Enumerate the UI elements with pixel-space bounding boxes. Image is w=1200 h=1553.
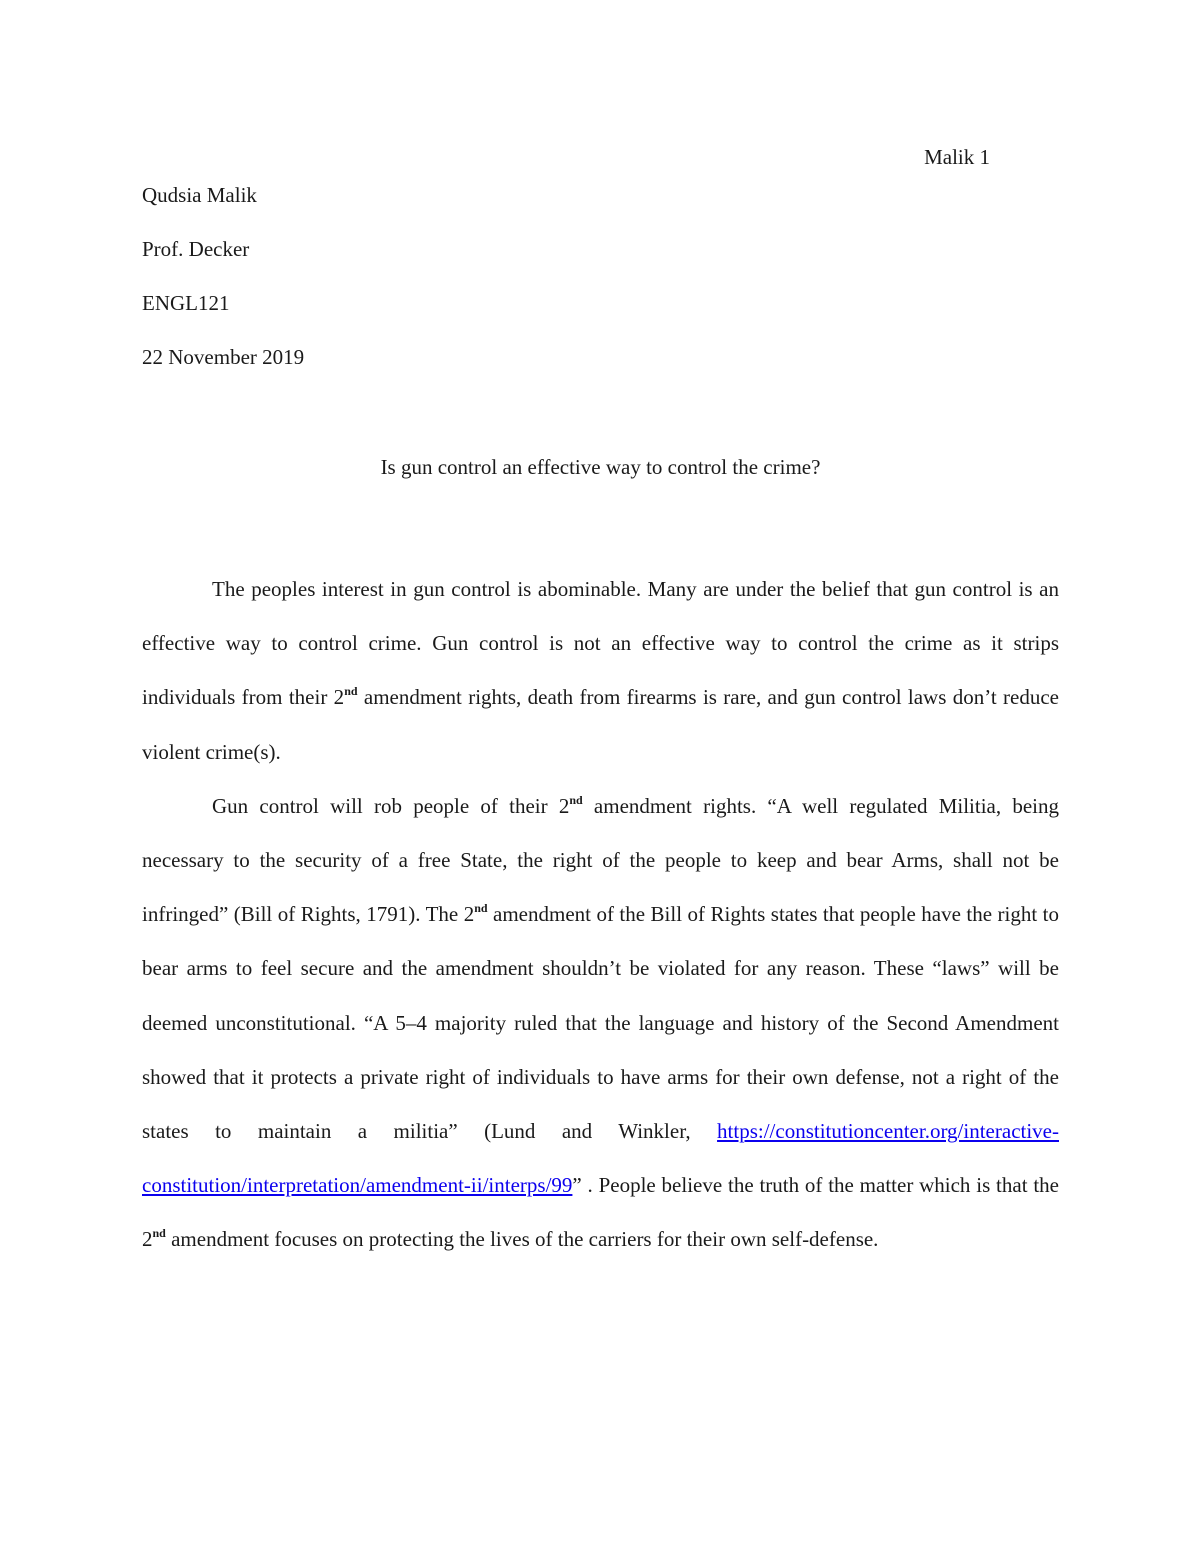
paragraph-2: Gun control will rob people of their 2nd amendment rights. “A well regulated Militia, being necessary to the security of a free State, the right of the people to keep and bear Arms, shall not be infringed” (Bill of Rights, 1791). The 2nd amendment of the Bill of Rights states that people have the right to bear arms to feel secure and the amendment shouldn’t be violated for any reason. These “laws” will be deemed unconstitutional. “A 5–4 majority ruled that the language and history of the Second Amendment showed that it protects a private right of individuals to have arms for their own defense, not a right of the states to maintain a militia” (Lund and Winkler, https://constitutioncenter.org/interactive-constitution/interpretation/amendment-ii/interps/99” . People believe the truth of the matter which is that the 2nd amendment focuses on protecting the lives of the carriers for their own self-defense.: [142, 792, 1060, 1252]
citation-link[interactable]: https://constitutioncenter.org/interactive-constitution/interpretation/amendment-ii/interps/99: [142, 1119, 1059, 1198]
essay-title: Is gun control an effective way to control the crime?: [380, 455, 821, 479]
essay-date: 22 November 2019: [142, 345, 305, 369]
essay-body: [142, 562, 1059, 1267]
running-head: Malik 1: [924, 145, 990, 169]
course-code: ENGL121: [142, 291, 230, 315]
student-name: Qudsia Malik: [142, 183, 257, 207]
paragraph-1: The peoples interest in gun control is abominable. Many are under the belief that gun control is an effective way to control crime. Gun control is not an effective way to control the crime as it strips individuals from their 2nd amendment rights, death from firearms is rare, and gun control laws don’t reduce violent crime(s).: [142, 577, 1059, 764]
instructor-name: Prof. Decker: [142, 237, 250, 261]
